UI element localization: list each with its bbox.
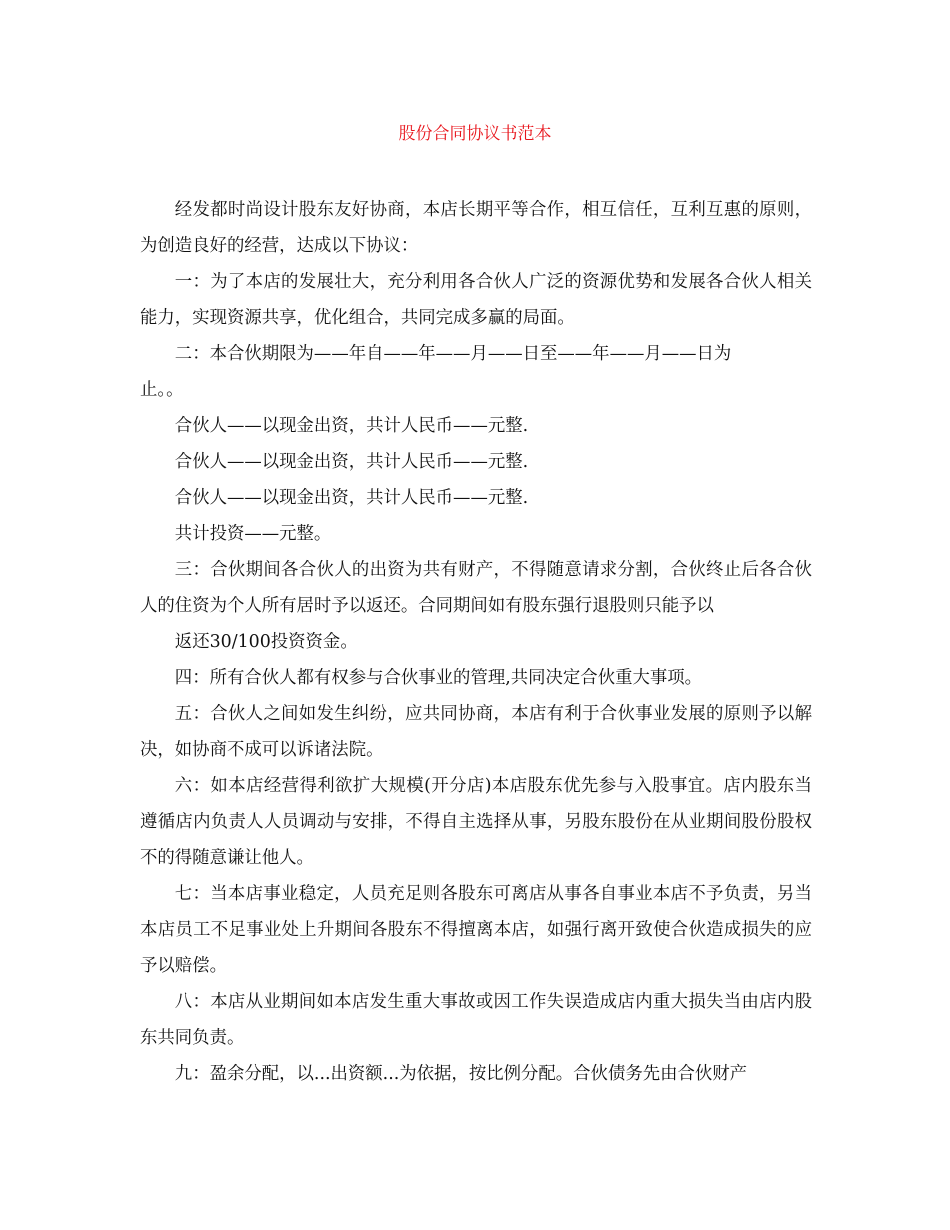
clause-7: 七：当本店事业稳定，人员充足则各股东可离店从事各自事业本店不予负责，另当本店员工不足事业处上升期间各股东不得擅离本店，如强行离开致使合伙造成损失的应予以赔偿。 <box>140 884 812 976</box>
total-investment-line: 共计投资——元整。 <box>174 524 332 544</box>
clause-3: 三：合伙期间各合伙人的出资为共有财产，不得随意请求分割，合伙终止后各合伙人的住资为个人所有居时予以返还。合同期间如有股东强行退股则只能予以 <box>140 560 812 616</box>
clause-9: 九：盈余分配，以...出资额...为依据，按比例分配。合伙债务先由合伙财产 <box>174 1064 748 1084</box>
clause-2-line-1: 二：本合伙期限为——年自——年——月——日至——年——月——日为 <box>174 344 732 364</box>
clause-8: 八：本店从业期间如本店发生重大事故或因工作失误造成店内重大损失当由店内股东共同负责。 <box>140 992 812 1048</box>
clause-4: 四：所有合伙人都有权参与合伙事业的管理,共同决定合伙重大事项。 <box>174 668 703 688</box>
clause-1: 一：为了本店的发展壮大，充分利用各合伙人广泛的资源优势和发展各合伙人相关能力，实现资源共享，优化组合，共同完成多赢的局面。 <box>140 272 812 328</box>
clause-6: 六：如本店经营得利欲扩大规模(开分店)本店股东优先参与入股事宜。店内股东当遵循店内负责人人员调动与安排，不得自主选择从事，另股东股份在从业期间股份股权不的得随意谦让他人。 <box>140 776 812 868</box>
document-title: 股份合同协议书范本 <box>398 124 552 144</box>
partner-1-line: 合伙人——以现金出资，共计人民币——元整. <box>174 416 529 436</box>
intro-paragraph: 经发都时尚设计股东友好协商，本店长期平等合作，相互信任，互利互惠的原则，为创造良好的经营，达成以下协议： <box>140 200 812 256</box>
partner-2-line: 合伙人——以现金出资，共计人民币——元整. <box>174 452 529 472</box>
document-body <box>140 192 812 1092</box>
partner-3-line: 合伙人——以现金出资，共计人民币——元整. <box>174 488 529 508</box>
clause-3-tail: 返还30/100投资资金。 <box>174 632 358 652</box>
clause-5: 五：合伙人之间如发生纠纷，应共同协商，本店有利于合伙事业发展的原则予以解决，如协商不成可以诉诸法院。 <box>140 704 812 760</box>
clause-2-line-2: 止。。 <box>140 380 184 400</box>
